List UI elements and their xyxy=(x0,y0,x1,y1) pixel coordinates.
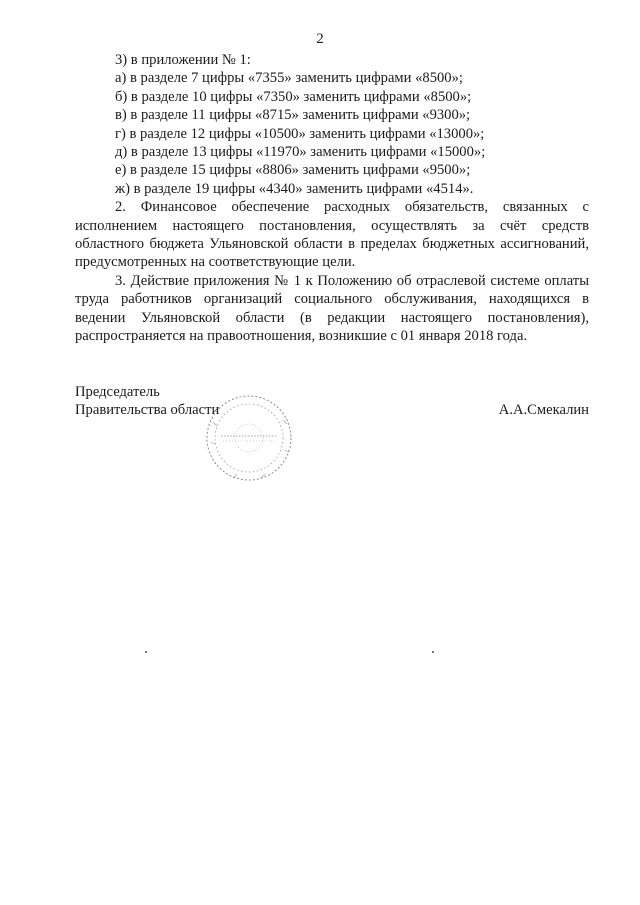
paragraph-financing: 2. Финансовое обеспечение расходных обязательств, связанных с исполнением настоящего постановления, осуществлять за счёт средств областного бюджета Ульяновской области в пределах бюджетных ассигнований, предусмотренных на соответствующие цели. xyxy=(75,199,589,271)
amendment-item-zh: ж) в разделе 19 цифры «4340» заменить цифрами «4514». xyxy=(115,180,474,197)
amendment-item-a: а) в разделе 7 цифры «7355» заменить цифрами «8500»; xyxy=(115,70,463,87)
signatory-name: А.А.Смекалин xyxy=(498,402,589,418)
scan-speck xyxy=(432,651,434,653)
scan-speck xyxy=(145,651,147,653)
signatory-title-line2: Правительства области xyxy=(75,402,220,419)
document-body xyxy=(75,51,589,346)
amendment-item-d: д) в разделе 13 цифры «11970» заменить цифрами «15000»; xyxy=(115,144,486,161)
page-number: 2 xyxy=(316,31,324,47)
official-seal-stamp xyxy=(203,392,295,484)
signatory-title xyxy=(75,383,219,420)
amendments-header: 3) в приложении № 1: xyxy=(115,52,251,68)
amendment-item-g: г) в разделе 12 цифры «10500» заменить цифрами «13000»; xyxy=(115,125,485,142)
amendment-item-e: е) в разделе 15 цифры «8806» заменить цифрами «9500»; xyxy=(115,162,471,179)
signatory-title-line1: Председатель xyxy=(75,384,160,400)
amendment-item-v: в) в разделе 11 цифры «8715» заменить цифрами «9300»; xyxy=(115,107,471,124)
paragraph-effect: 3. Действие приложения № 1 к Положению об отраслевой системе оплаты труда работников организаций социального обслуживания, находящихся в ведении Ульяновской области (в редакции настоящего постановления), распространяется на правоотношения, возникшие с 01 января 2018 года. xyxy=(75,272,589,345)
amendment-item-b: б) в разделе 10 цифры «7350» заменить цифрами «8500»; xyxy=(115,88,472,105)
